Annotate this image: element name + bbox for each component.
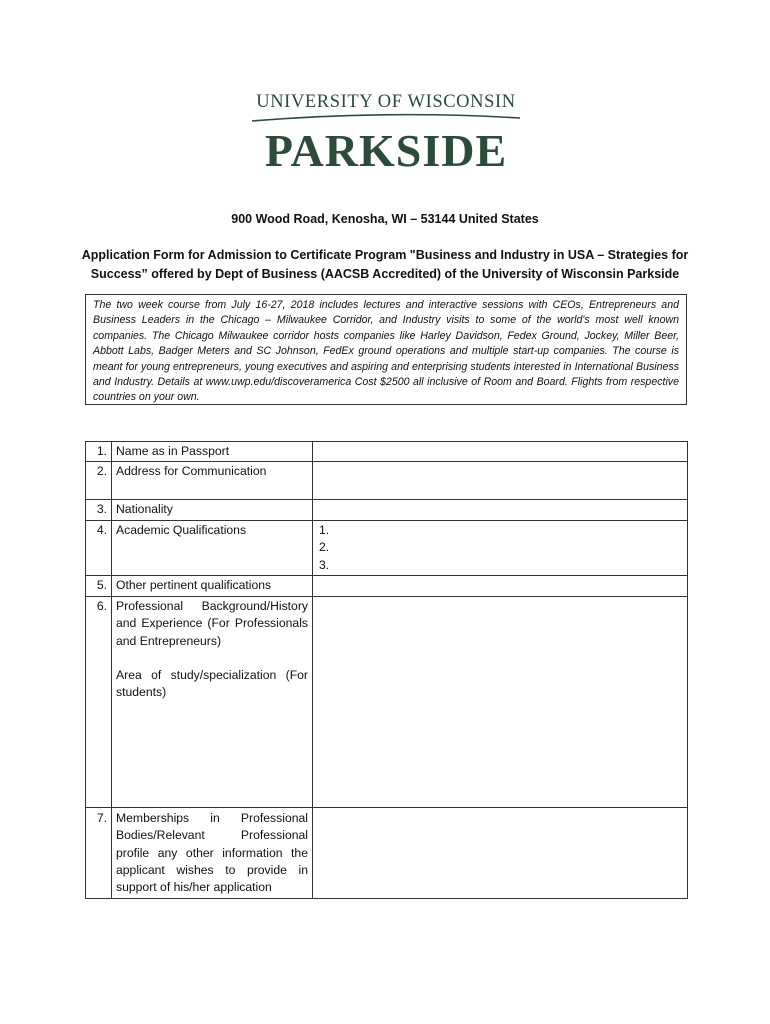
background-field[interactable]	[313, 596, 688, 807]
spacer	[116, 650, 308, 667]
table-row	[86, 520, 688, 576]
field-label-address: Address for Communication	[112, 462, 313, 500]
course-description: The two week course from July 16-27, 2018 includes lectures and interactive sessions with CEOs, Entrepreneurs and Business Leaders in the Chicago – Milwaukee Corridor, and Industry visits to some of the world's most well known companies. The Chicago Milwaukee corridor hosts companies like Harley Davidson, Fedex Ground, Jockey, Miller Beer, Abbott Labs, Badger Meters and SC Johnson, FedEx ground operations and multiple start-up companies. The course is meant for young entrepreneurs, young executives and aspiring and enterprising students interested in International Business and Industry. Details at www.uwp.edu/discoveramerica Cost $2500 all inclusive of Room and Board. Flights from respective countries on your own.	[85, 294, 687, 405]
memberships-field[interactable]	[313, 807, 688, 898]
logo-university-name: UNIVERSITY OF WISCONSIN	[256, 92, 516, 112]
field-label-other-qualifications: Other pertinent qualifications	[112, 576, 313, 596]
university-address: 900 Wood Road, Kenosha, WI – 53144 United States	[231, 212, 539, 226]
title-line-1: Application Form for Admission to Certificate Program "Business and Industry in USA – Strategies for	[81, 248, 689, 262]
table-row	[86, 596, 688, 807]
name-field[interactable]	[313, 442, 688, 462]
nationality-field[interactable]	[313, 500, 688, 520]
address-field[interactable]	[313, 462, 688, 500]
field-label-nationality: Nationality	[112, 500, 313, 520]
field-label-academic: Academic Qualifications	[112, 520, 313, 576]
row-number	[86, 462, 112, 500]
title-line-2: Success” offered by Dept of Business (AACSB Accredited) of the University of Wisconsin Parkside	[90, 267, 680, 281]
application-form-table	[85, 441, 688, 899]
field-label-name: Name as in Passport	[112, 442, 313, 462]
academic-qualifications-field[interactable]	[313, 520, 688, 576]
logo-campus-name: PARKSIDE	[264, 125, 508, 176]
row-number: 5.	[86, 576, 112, 596]
row-number: 1.	[86, 442, 112, 462]
qualification-item: 3.	[319, 557, 330, 572]
qualification-item: 1.	[319, 522, 330, 537]
table-row	[86, 576, 688, 596]
row-number: 4.	[86, 520, 112, 576]
table-row	[86, 807, 688, 898]
table-row	[86, 500, 688, 520]
table-row	[86, 462, 688, 500]
other-qualifications-field[interactable]	[313, 576, 688, 596]
qualification-item: 2.	[319, 540, 330, 555]
application-title	[80, 246, 690, 284]
row-number: 3.	[86, 500, 112, 520]
row-number-text: 2.	[96, 464, 107, 479]
field-label-background	[112, 596, 313, 807]
row-number: 6.	[86, 596, 112, 807]
study-area-label: Area of study/specialization (For students)	[116, 667, 308, 700]
row-number: 7.	[86, 807, 112, 898]
table-row	[86, 442, 688, 462]
background-label: Professional Background/History and Experience (For Professionals and Entrepreneurs)	[116, 598, 308, 648]
field-label-memberships: Memberships in Professional Bodies/Relevant Professional profile any other information the applicant wishes to provide in support of his/her application	[112, 807, 313, 898]
university-logo	[250, 92, 522, 184]
